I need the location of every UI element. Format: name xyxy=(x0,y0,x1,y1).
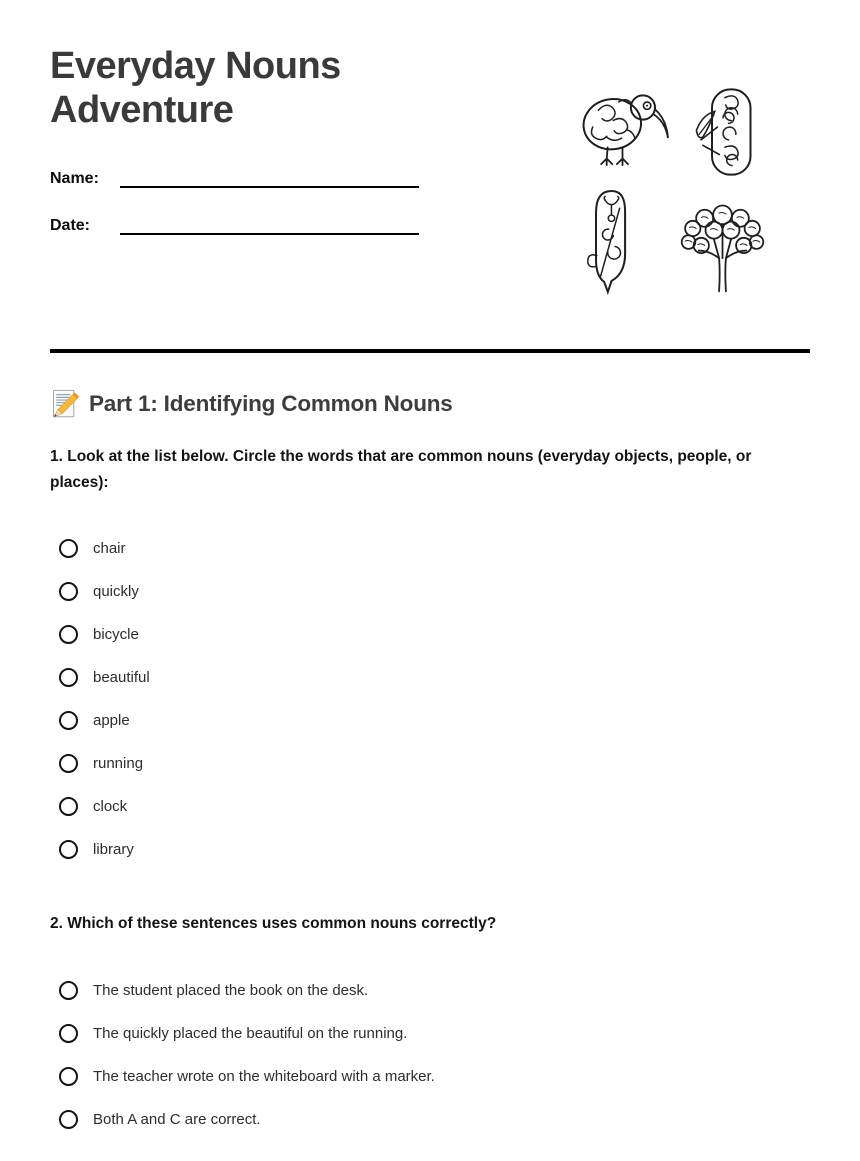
part1-heading xyxy=(50,389,810,419)
radio-apple[interactable] xyxy=(59,711,78,730)
name-label: Name: xyxy=(50,170,99,188)
radio-sentence-a[interactable] xyxy=(59,981,78,1000)
option-label: The quickly placed the beautiful on the running. xyxy=(93,1025,408,1043)
question-1-text: 1. Look at the list below. Circle the words that are common nouns (everyday objects, people, or places): xyxy=(50,448,752,492)
section-divider xyxy=(50,349,810,353)
option-label: library xyxy=(93,841,134,859)
name-input-line[interactable] xyxy=(120,168,419,188)
option-both-a-and-c xyxy=(50,1098,810,1141)
option-beautiful xyxy=(50,656,810,699)
option-sentence-c xyxy=(50,1055,810,1098)
radio-chair[interactable] xyxy=(59,539,78,558)
option-bicycle xyxy=(50,613,810,656)
option-label: beautiful xyxy=(93,669,150,687)
part1-heading-text: Part 1: Identifying Common Nouns xyxy=(89,391,453,417)
option-apple xyxy=(50,699,810,742)
radio-running[interactable] xyxy=(59,754,78,773)
question-2-options xyxy=(50,969,810,1141)
name-field-row xyxy=(50,166,420,188)
question-1-options xyxy=(50,527,810,871)
date-label: Date: xyxy=(50,217,91,235)
option-sentence-a xyxy=(50,969,810,1012)
option-library xyxy=(50,828,810,871)
fruit-tree-illustration xyxy=(680,198,765,298)
option-quickly xyxy=(50,570,810,613)
radio-both-a-and-c[interactable] xyxy=(59,1110,78,1129)
kiwi-bird-illustration xyxy=(575,88,670,166)
option-sentence-b xyxy=(50,1012,810,1055)
option-label: chair xyxy=(93,540,126,558)
option-label: apple xyxy=(93,712,130,730)
radio-bicycle[interactable] xyxy=(59,625,78,644)
option-label: The teacher wrote on the whiteboard with a marker. xyxy=(93,1068,435,1086)
question-2-text: 2. Which of these sentences uses common nouns correctly? xyxy=(50,915,497,933)
radio-quickly[interactable] xyxy=(59,582,78,601)
radio-library[interactable] xyxy=(59,840,78,859)
date-input-line[interactable] xyxy=(120,215,419,235)
option-label: quickly xyxy=(93,583,139,601)
option-clock xyxy=(50,785,810,828)
koru-leaf-illustration xyxy=(586,186,636,296)
radio-sentence-b[interactable] xyxy=(59,1024,78,1043)
option-label: Both A and C are correct. xyxy=(93,1111,261,1129)
option-label: clock xyxy=(93,798,128,816)
option-running xyxy=(50,742,810,785)
option-label: bicycle xyxy=(93,626,139,644)
option-label: running xyxy=(93,755,144,773)
koru-panel-illustration xyxy=(690,86,756,179)
memo-icon xyxy=(50,389,80,419)
option-label: The student placed the book on the desk. xyxy=(93,982,369,1000)
radio-clock[interactable] xyxy=(59,797,78,816)
date-field-row xyxy=(50,213,420,235)
page-title: Everyday Nouns Adventure xyxy=(50,45,341,132)
radio-sentence-c[interactable] xyxy=(59,1067,78,1086)
radio-beautiful[interactable] xyxy=(59,668,78,687)
option-chair xyxy=(50,527,810,570)
